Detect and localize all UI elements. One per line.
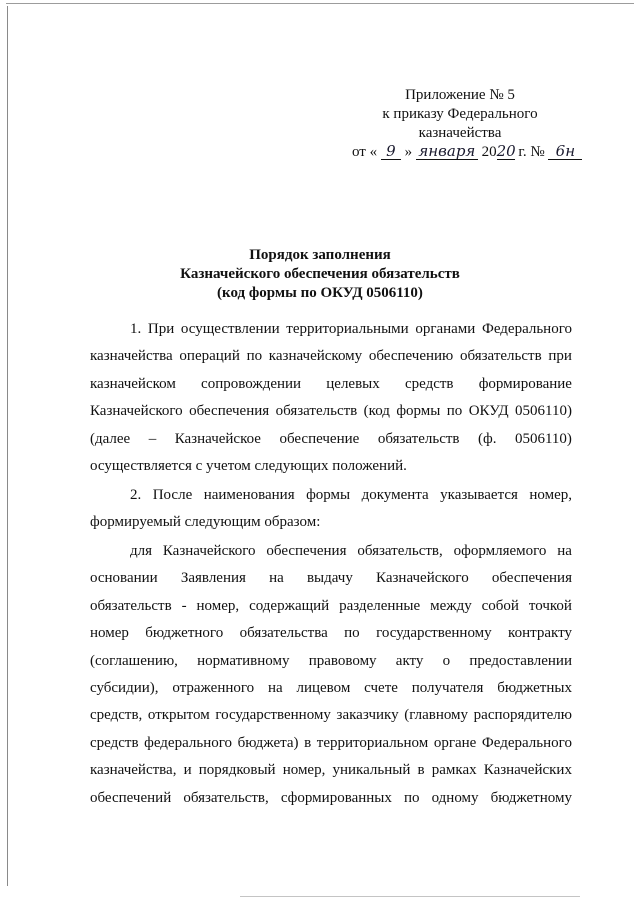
handwritten-month: января [416,144,478,160]
text-line: обязательств - номер, содержащий разделенные между собой точкой [90,597,572,614]
text-line: Казначейского обеспечения обязательств (код формы по ОКУД 0506110) [90,403,572,420]
text-line: казначейства операций по казначейскому обеспечению обязательств при [90,348,572,365]
order-reference: к приказу Федерального [382,106,538,122]
scan-edge-top [6,3,634,4]
text-line: для Казначейского обеспечения обязательств, оформляемого на [130,543,572,559]
text-line: (далее – Казначейское обеспечение обязательств (ф. 0506110) [90,430,572,447]
paragraph-1 [90,316,572,480]
title-line-3: (код формы по ОКУД 0506110) [217,285,423,301]
text-line: формируемый следующим образом: [90,514,321,531]
treasury-name: казначейства [418,125,502,141]
document-title [60,246,580,303]
date-mid: » [404,144,413,160]
text-line: субсидии), отраженного на лицевом счете получателя бюджетных [90,680,572,697]
text-line: номер бюджетного обязательства по государственному контракту [90,625,572,642]
text-line: осуществляется с учетом следующих положений. [90,458,407,475]
paragraph-3 [90,538,572,812]
text-line: (соглашению, нормативному правовому акту о предоставлении [90,652,572,669]
year-prefix: 20 [481,144,497,160]
handwritten-day: 9 [381,144,401,160]
title-line-1: Порядок заполнения [249,247,391,263]
scan-edge-bottom [240,896,580,897]
title-line-2: Казначейского обеспечения обязательств [180,266,460,282]
text-line: 2. После наименования формы документа указывается номер, [130,487,572,503]
text-line: казначейском сопровождении целевых средств формирование [90,375,572,392]
text-line: средств, открытом государственному заказчику (главному распорядителю [90,707,572,724]
text-line: основании Заявления на выдачу Казначейского обеспечения [90,570,572,587]
scan-edge-left [7,6,8,886]
text-line: 1. При осуществлении территориальными органами Федерального [130,321,572,337]
number-prefix: г. № [518,144,545,160]
paragraph-2 [90,482,572,537]
order-date-line [330,143,590,162]
text-line: казначейства, и порядковый номер, уникальный в рамках Казначейских [90,762,572,779]
handwritten-order-number: 6н [548,144,582,160]
text-line: средств федерального бюджета) в территориальном органе Федерального [90,734,572,751]
text-line: обеспечений обязательств, сформированных по одному бюджетному [90,789,572,806]
appendix-header [330,86,590,162]
handwritten-year: 20 [496,142,516,160]
date-prefix: от « [352,144,378,160]
appendix-number: Приложение № 5 [405,87,515,103]
